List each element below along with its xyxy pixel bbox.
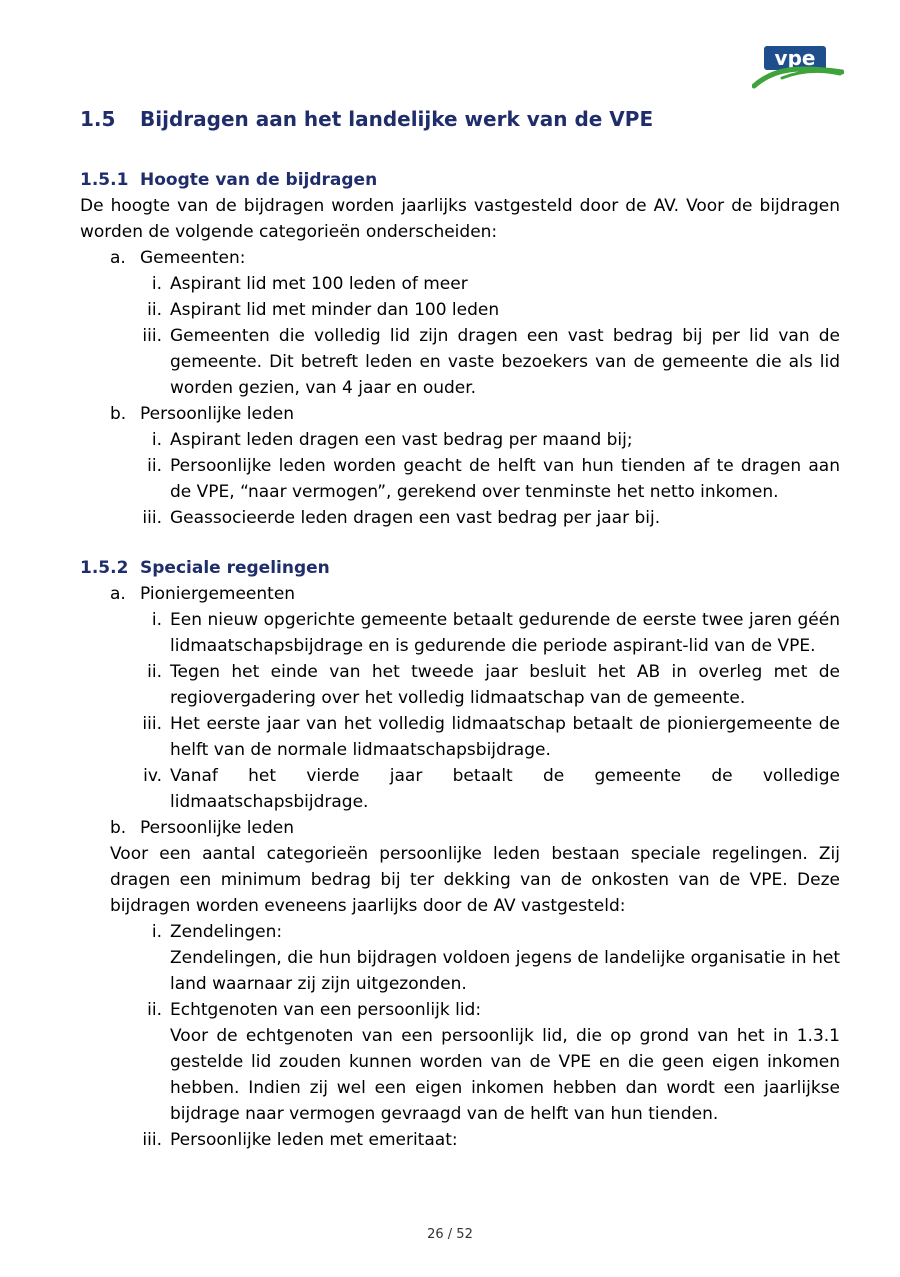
list-item-text: Het eerste jaar van het volledig lidmaatschap betaalt de pioniergemeente de helft van de normale lidmaatschapsbijdrage.	[170, 714, 840, 760]
list-marker: i.	[151, 274, 162, 294]
persoonlijke-leden-intro: Voor een aantal categorieën persoonlijke leden bestaan speciale regelingen. Zij dragen een minimum bedrag bij ter dekking van de onkosten van de VPE. Deze bijdragen worden eveneens jaarlijks door de AV vastgesteld:	[110, 844, 840, 916]
section-title: Bijdragen aan het landelijke werk van de VPE	[140, 107, 654, 131]
list-item-detail: Zendelingen, die hun bijdragen voldoen jegens de landelijke organisatie in het land waarnaar zij zijn uitgezonden.	[170, 948, 840, 994]
list-item-detail: Voor de echtgenoten van een persoonlijk lid, die op grond van het in 1.3.1 gestelde lid zouden kunnen worden van de VPE en die geen eigen inkomen hebben. Indien zij wel een eigen inkomen hebben dan wordt een jaarlijkse bijdrage naar vermogen gevraagd van de helft van hun tienden.	[170, 1026, 840, 1124]
list-marker: ii.	[147, 1000, 162, 1020]
list-item-text: Aspirant leden dragen een vast bedrag per maand bij;	[170, 430, 633, 450]
list-item	[140, 297, 840, 323]
list-marker: i.	[151, 430, 162, 450]
list-item-text: Aspirant lid met minder dan 100 leden	[170, 300, 500, 320]
list-item-title: Zendelingen:	[170, 922, 283, 942]
logo-text: vpe	[774, 46, 816, 70]
list-item	[140, 997, 840, 1127]
list-item-text: Persoonlijke leden met emeritaat:	[170, 1130, 458, 1150]
subsection-1-heading	[80, 167, 840, 193]
list-item	[140, 271, 840, 297]
list-marker: iv.	[143, 766, 162, 786]
list-marker: iii.	[142, 1130, 162, 1150]
list-item	[140, 1127, 840, 1153]
list-item-text: Geassocieerde leden dragen een vast bedrag per jaar bij.	[170, 508, 661, 528]
list-item	[140, 453, 840, 505]
list-item-text: Vanaf het vierde jaar betaalt de gemeente de volledige lidmaatschapsbijdrage.	[170, 766, 840, 812]
list-item	[140, 427, 840, 453]
list-item	[140, 323, 840, 401]
list-item	[140, 607, 840, 659]
list-item-label: Persoonlijke leden	[140, 404, 295, 424]
list-marker: iii.	[142, 714, 162, 734]
document-body	[80, 105, 840, 1153]
list-item-text: Tegen het einde van het tweede jaar besluit het AB in overleg met de regiovergadering over het volledig lidmaatschap van de gemeente.	[170, 662, 840, 708]
list-item-text: Een nieuw opgerichte gemeente betaalt gedurende de eerste twee jaren géén lidmaatschapsbijdrage en is gedurende die periode aspirant-lid van de VPE.	[170, 610, 840, 656]
list-marker: ii.	[147, 300, 162, 320]
list-item-title: Echtgenoten van een persoonlijk lid:	[170, 1000, 482, 1020]
subsection-2-number: 1.5.2	[80, 558, 129, 578]
list-item-label: Pioniergemeenten	[140, 584, 296, 604]
list-item	[140, 659, 840, 711]
list-marker: ii.	[147, 662, 162, 682]
subsection-1-intro: De hoogte van de bijdragen worden jaarlijks vastgesteld door de AV. Voor de bijdragen worden de volgende categorieën onderscheiden:	[80, 196, 840, 242]
list-item	[140, 919, 840, 997]
list-marker: iii.	[142, 508, 162, 528]
list-item	[140, 711, 840, 763]
subsection-2-title: Speciale regelingen	[140, 558, 330, 578]
vpe-logo	[752, 40, 844, 92]
list-marker: a.	[110, 248, 126, 268]
list-item	[140, 763, 840, 815]
list-marker: i.	[151, 922, 162, 942]
list-item-content	[170, 919, 840, 997]
list-item	[140, 505, 840, 531]
list-marker: iii.	[142, 326, 162, 346]
subsection-2-heading	[80, 555, 840, 581]
list-marker: ii.	[147, 456, 162, 476]
list-marker: b.	[110, 818, 127, 838]
subsection-1-number: 1.5.1	[80, 170, 129, 190]
list-item-b	[110, 401, 840, 427]
list-marker: i.	[151, 610, 162, 630]
list-marker: a.	[110, 584, 126, 604]
list-item-label: Gemeenten:	[140, 248, 246, 268]
section-number: 1.5	[80, 107, 116, 131]
list-item-content	[170, 997, 840, 1127]
list-marker: b.	[110, 404, 127, 424]
list-item-b	[110, 815, 840, 841]
list-item-label: Persoonlijke leden	[140, 818, 295, 838]
list-item-text: Persoonlijke leden worden geacht de helft van hun tienden af te dragen aan de VPE, “naar vermogen”, gerekend over tenminste het netto inkomen.	[170, 456, 840, 502]
page-number: 26 / 52	[427, 1227, 473, 1242]
list-item-text: Aspirant lid met 100 leden of meer	[170, 274, 468, 294]
list-item-a	[110, 245, 840, 271]
list-item-a	[110, 581, 840, 607]
list-item-text: Gemeenten die volledig lid zijn dragen een vast bedrag bij per lid van de gemeente. Dit betreft leden en vaste bezoekers van de gemeente die als lid worden gezien, van 4 jaar en ouder.	[170, 326, 840, 398]
subsection-1-title: Hoogte van de bijdragen	[140, 170, 378, 190]
section-heading	[80, 105, 840, 133]
